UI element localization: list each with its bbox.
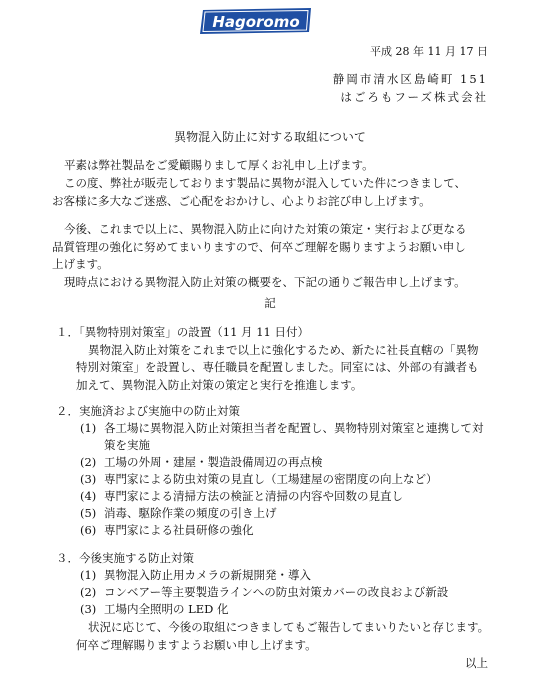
- section2-item-text: 工場の外周・建屋・製造設備周辺の再点検: [104, 455, 323, 469]
- section2-item-num: (6): [80, 523, 97, 537]
- section3-item-num: (3): [80, 602, 97, 616]
- section2-item-text: 専門家による清掃方法の検証と清掃の内容や回数の見直し: [104, 489, 403, 503]
- section3-item-num: (2): [80, 585, 97, 599]
- section3-item-text: コンベアー等主要製造ラインへの防虫対策カバーの改良および新設: [104, 585, 449, 599]
- intro2-line: 現時点における異物混入防止対策の概要を、下記の通りご報告申し上げます。: [64, 275, 466, 289]
- closing-line: 何卒ご理解賜りますようお願い申し上げます。: [76, 638, 317, 652]
- section1-heading: １．「異物特別対策室」の設置（11 月 11 日付）: [56, 325, 309, 339]
- document-title: 異物混入防止に対する取組について: [174, 130, 366, 144]
- section2-item-num: (3): [80, 472, 97, 486]
- document-date: 平成 28 年 11 月 17 日: [370, 45, 488, 58]
- section2-item-text: 各工場に異物混入防止対策担当者を配置し、異物特別対策室と連携して対: [104, 421, 484, 435]
- section1-body-line: 加えて、異物混入防止対策の策定と実行を推進します。: [76, 378, 363, 392]
- section2-item-text: 専門家による社員研修の強化: [104, 523, 254, 537]
- hagoromo-logo: [197, 6, 315, 36]
- section3-heading: ３．今後実施する防止対策: [56, 551, 194, 565]
- logo-text: Hagoromo: [212, 13, 300, 31]
- section2-item-num: (1): [80, 421, 97, 435]
- section3-item-text: 異物混入防止用カメラの新規開発・導入: [104, 568, 311, 582]
- section2-item-num: (4): [80, 489, 97, 503]
- section2-item-num: (5): [80, 506, 97, 520]
- closing-line: 状況に応じて、今後の取組につきましてもご報告してまいりたいと存じます。: [88, 620, 490, 634]
- company-name: はごろもフーズ株式会社: [340, 90, 488, 104]
- section1-body-line: 特別対策室」を設置し、専任職員を配置しました。同室には、外部の有識者も: [76, 360, 479, 374]
- section2-item-text: 策を実施: [104, 438, 150, 452]
- section3-item-num: (1): [80, 568, 97, 582]
- ki-marker: 記: [264, 296, 276, 310]
- company-address: 静岡市清水区島崎町 151: [332, 72, 488, 86]
- intro-line: この度、弊社が販売しております製品に異物が混入していた件につきまして、: [64, 176, 467, 190]
- intro2-line: 上げます。: [52, 257, 109, 271]
- intro2-line: 品質管理の強化に努めてまいりますので、何卒ご理解を賜りますようお願い申し: [52, 240, 466, 254]
- section2-item-num: (2): [80, 455, 97, 469]
- section1-body-line: 異物混入防止対策をこれまで以上に強化するため、新たに社長直轄の「異物: [88, 343, 479, 357]
- intro-line: お客様に多大なご迷惑、ご心配をおかけし、心よりお詫び申し上げます。: [52, 194, 431, 208]
- section2-item-text: 消毒、駆除作業の頻度の引き上げ: [104, 506, 277, 520]
- closing-mark: 以上: [465, 656, 488, 670]
- intro2-line: 今後、これまで以上に、異物混入防止に向けた対策の策定・実行および更なる: [64, 222, 467, 236]
- section2-heading: ２．実施済および実施中の防止対策: [56, 404, 240, 418]
- section3-item-text: 工場内全照明の LED 化: [104, 602, 229, 616]
- intro-line: 平素は弊社製品をご愛顧賜りまして厚くお礼申し上げます。: [64, 158, 374, 172]
- section2-item-text: 専門家による防虫対策の見直し（工場建屋の密閉度の向上など）: [104, 472, 438, 486]
